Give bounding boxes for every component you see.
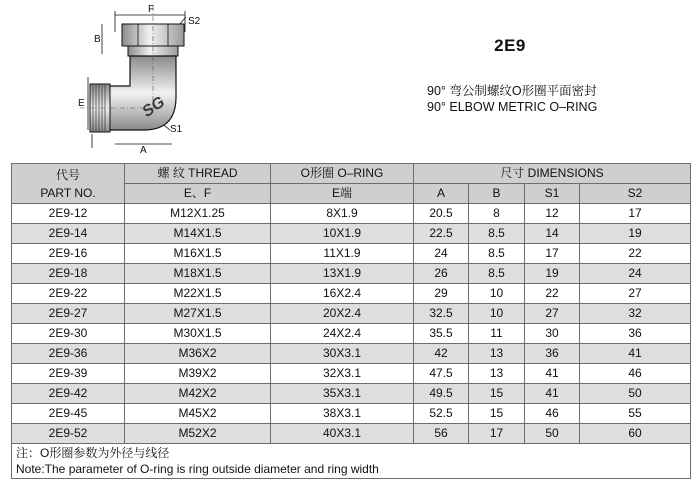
table-row <box>12 364 691 384</box>
cell-a: 56 <box>414 424 469 444</box>
cell-s1: 12 <box>525 204 580 224</box>
cell-s1: 36 <box>525 344 580 364</box>
cell-s2: 50 <box>580 384 691 404</box>
cell-oring: 8X1.9 <box>271 204 414 224</box>
table-row <box>12 424 691 444</box>
cell-b: 15 <box>469 404 525 424</box>
table-header <box>12 164 691 204</box>
cell-a: 22.5 <box>414 224 469 244</box>
cell-s1: 50 <box>525 424 580 444</box>
cell-part: 2E9-27 <box>12 304 125 324</box>
label-s2: S2 <box>188 16 201 27</box>
cell-b: 8.5 <box>469 224 525 244</box>
description-english: 90° ELBOW METRIC O–RING <box>427 100 598 114</box>
cell-a: 32.5 <box>414 304 469 324</box>
cell-s2: 17 <box>580 204 691 224</box>
cell-b: 8 <box>469 204 525 224</box>
header-thread-sub: E、F <box>125 184 271 204</box>
cell-a: 47.5 <box>414 364 469 384</box>
cell-part: 2E9-45 <box>12 404 125 424</box>
table-body <box>12 204 691 444</box>
label-a: A <box>140 145 147 154</box>
cell-s1: 19 <box>525 264 580 284</box>
cell-a: 26 <box>414 264 469 284</box>
cell-s1: 22 <box>525 284 580 304</box>
table-row <box>12 204 691 224</box>
cell-a: 20.5 <box>414 204 469 224</box>
cell-oring: 10X1.9 <box>271 224 414 244</box>
cell-b: 11 <box>469 324 525 344</box>
table-row <box>12 304 691 324</box>
table-row <box>12 284 691 304</box>
cell-thread: M42X2 <box>125 384 271 404</box>
cell-oring: 35X3.1 <box>271 384 414 404</box>
table-note <box>12 444 691 479</box>
cell-thread: M16X1.5 <box>125 244 271 264</box>
cell-oring: 30X3.1 <box>271 344 414 364</box>
cell-s2: 36 <box>580 324 691 344</box>
cell-thread: M14X1.5 <box>125 224 271 244</box>
cell-part: 2E9-12 <box>12 204 125 224</box>
cell-thread: M27X1.5 <box>125 304 271 324</box>
cell-oring: 20X2.4 <box>271 304 414 324</box>
header-s2: S2 <box>580 184 691 204</box>
elbow-fitting-drawing <box>60 2 210 154</box>
cell-b: 13 <box>469 344 525 364</box>
cell-s1: 30 <box>525 324 580 344</box>
cell-thread: M30X1.5 <box>125 324 271 344</box>
cell-part: 2E9-18 <box>12 264 125 284</box>
header-part-no <box>12 164 125 204</box>
cell-thread: M39X2 <box>125 364 271 384</box>
label-s1: S1 <box>170 124 183 135</box>
cell-a: 24 <box>414 244 469 264</box>
cell-b: 8.5 <box>469 244 525 264</box>
cell-part: 2E9-39 <box>12 364 125 384</box>
specification-table <box>11 163 691 479</box>
cell-thread: M12X1.25 <box>125 204 271 224</box>
cell-part: 2E9-30 <box>12 324 125 344</box>
cell-s2: 60 <box>580 424 691 444</box>
table-row <box>12 264 691 284</box>
header-s1: S1 <box>525 184 580 204</box>
cell-oring: 11X1.9 <box>271 244 414 264</box>
cell-a: 52.5 <box>414 404 469 424</box>
cell-s2: 19 <box>580 224 691 244</box>
cell-thread: M45X2 <box>125 404 271 424</box>
cell-a: 49.5 <box>414 384 469 404</box>
cell-s1: 41 <box>525 364 580 384</box>
label-f: F <box>148 4 155 15</box>
cell-s1: 46 <box>525 404 580 424</box>
cell-b: 10 <box>469 304 525 324</box>
cell-thread: M18X1.5 <box>125 264 271 284</box>
cell-part: 2E9-36 <box>12 344 125 364</box>
cell-thread: M52X2 <box>125 424 271 444</box>
label-e: E <box>78 98 85 109</box>
table-row <box>12 384 691 404</box>
cell-oring: 13X1.9 <box>271 264 414 284</box>
label-b: B <box>94 34 101 45</box>
cell-s2: 27 <box>580 284 691 304</box>
cell-s2: 55 <box>580 404 691 424</box>
cell-part: 2E9-22 <box>12 284 125 304</box>
cell-oring: 16X2.4 <box>271 284 414 304</box>
cell-part: 2E9-14 <box>12 224 125 244</box>
cell-a: 29 <box>414 284 469 304</box>
header-dimensions: 尺寸 DIMENSIONS <box>414 164 691 184</box>
cell-b: 13 <box>469 364 525 384</box>
header-thread: 螺 纹 THREAD <box>125 164 271 184</box>
cell-part: 2E9-16 <box>12 244 125 264</box>
cell-s2: 22 <box>580 244 691 264</box>
cell-oring: 40X3.1 <box>271 424 414 444</box>
table-row <box>12 244 691 264</box>
cell-s2: 32 <box>580 304 691 324</box>
sg-logo: SG <box>139 93 169 121</box>
cell-s1: 17 <box>525 244 580 264</box>
header-part-no-cn: 代号 <box>55 167 80 182</box>
table-row <box>12 324 691 344</box>
cell-b: 15 <box>469 384 525 404</box>
cell-oring: 38X3.1 <box>271 404 414 424</box>
header-part-no-en: PART NO. <box>40 185 96 200</box>
cell-s2: 41 <box>580 344 691 364</box>
cell-s1: 27 <box>525 304 580 324</box>
cell-part: 2E9-42 <box>12 384 125 404</box>
model-title: 2E9 <box>494 36 526 55</box>
cell-oring: 32X3.1 <box>271 364 414 384</box>
cell-b: 10 <box>469 284 525 304</box>
header-oring: O形圈 O–RING <box>271 164 414 184</box>
cell-oring: 24X2.4 <box>271 324 414 344</box>
cell-s1: 14 <box>525 224 580 244</box>
cell-b: 8.5 <box>469 264 525 284</box>
header-oring-sub: E端 <box>271 184 414 204</box>
header-b: B <box>469 184 525 204</box>
header-a: A <box>414 184 469 204</box>
cell-part: 2E9-52 <box>12 424 125 444</box>
cell-s2: 24 <box>580 264 691 284</box>
table-row <box>12 344 691 364</box>
cell-s2: 46 <box>580 364 691 384</box>
note-chinese: 注：O形圈参数为外径与线径 <box>16 446 170 460</box>
cell-thread: M36X2 <box>125 344 271 364</box>
table-row <box>12 224 691 244</box>
cell-a: 35.5 <box>414 324 469 344</box>
table-row <box>12 404 691 424</box>
note-english: Note:The parameter of O-ring is ring outside diameter and ring width <box>16 462 379 476</box>
cell-s1: 41 <box>525 384 580 404</box>
description-chinese: 90° 弯公制螺纹O形圈平面密封 <box>427 84 597 98</box>
cell-b: 17 <box>469 424 525 444</box>
cell-a: 42 <box>414 344 469 364</box>
cell-thread: M22X1.5 <box>125 284 271 304</box>
